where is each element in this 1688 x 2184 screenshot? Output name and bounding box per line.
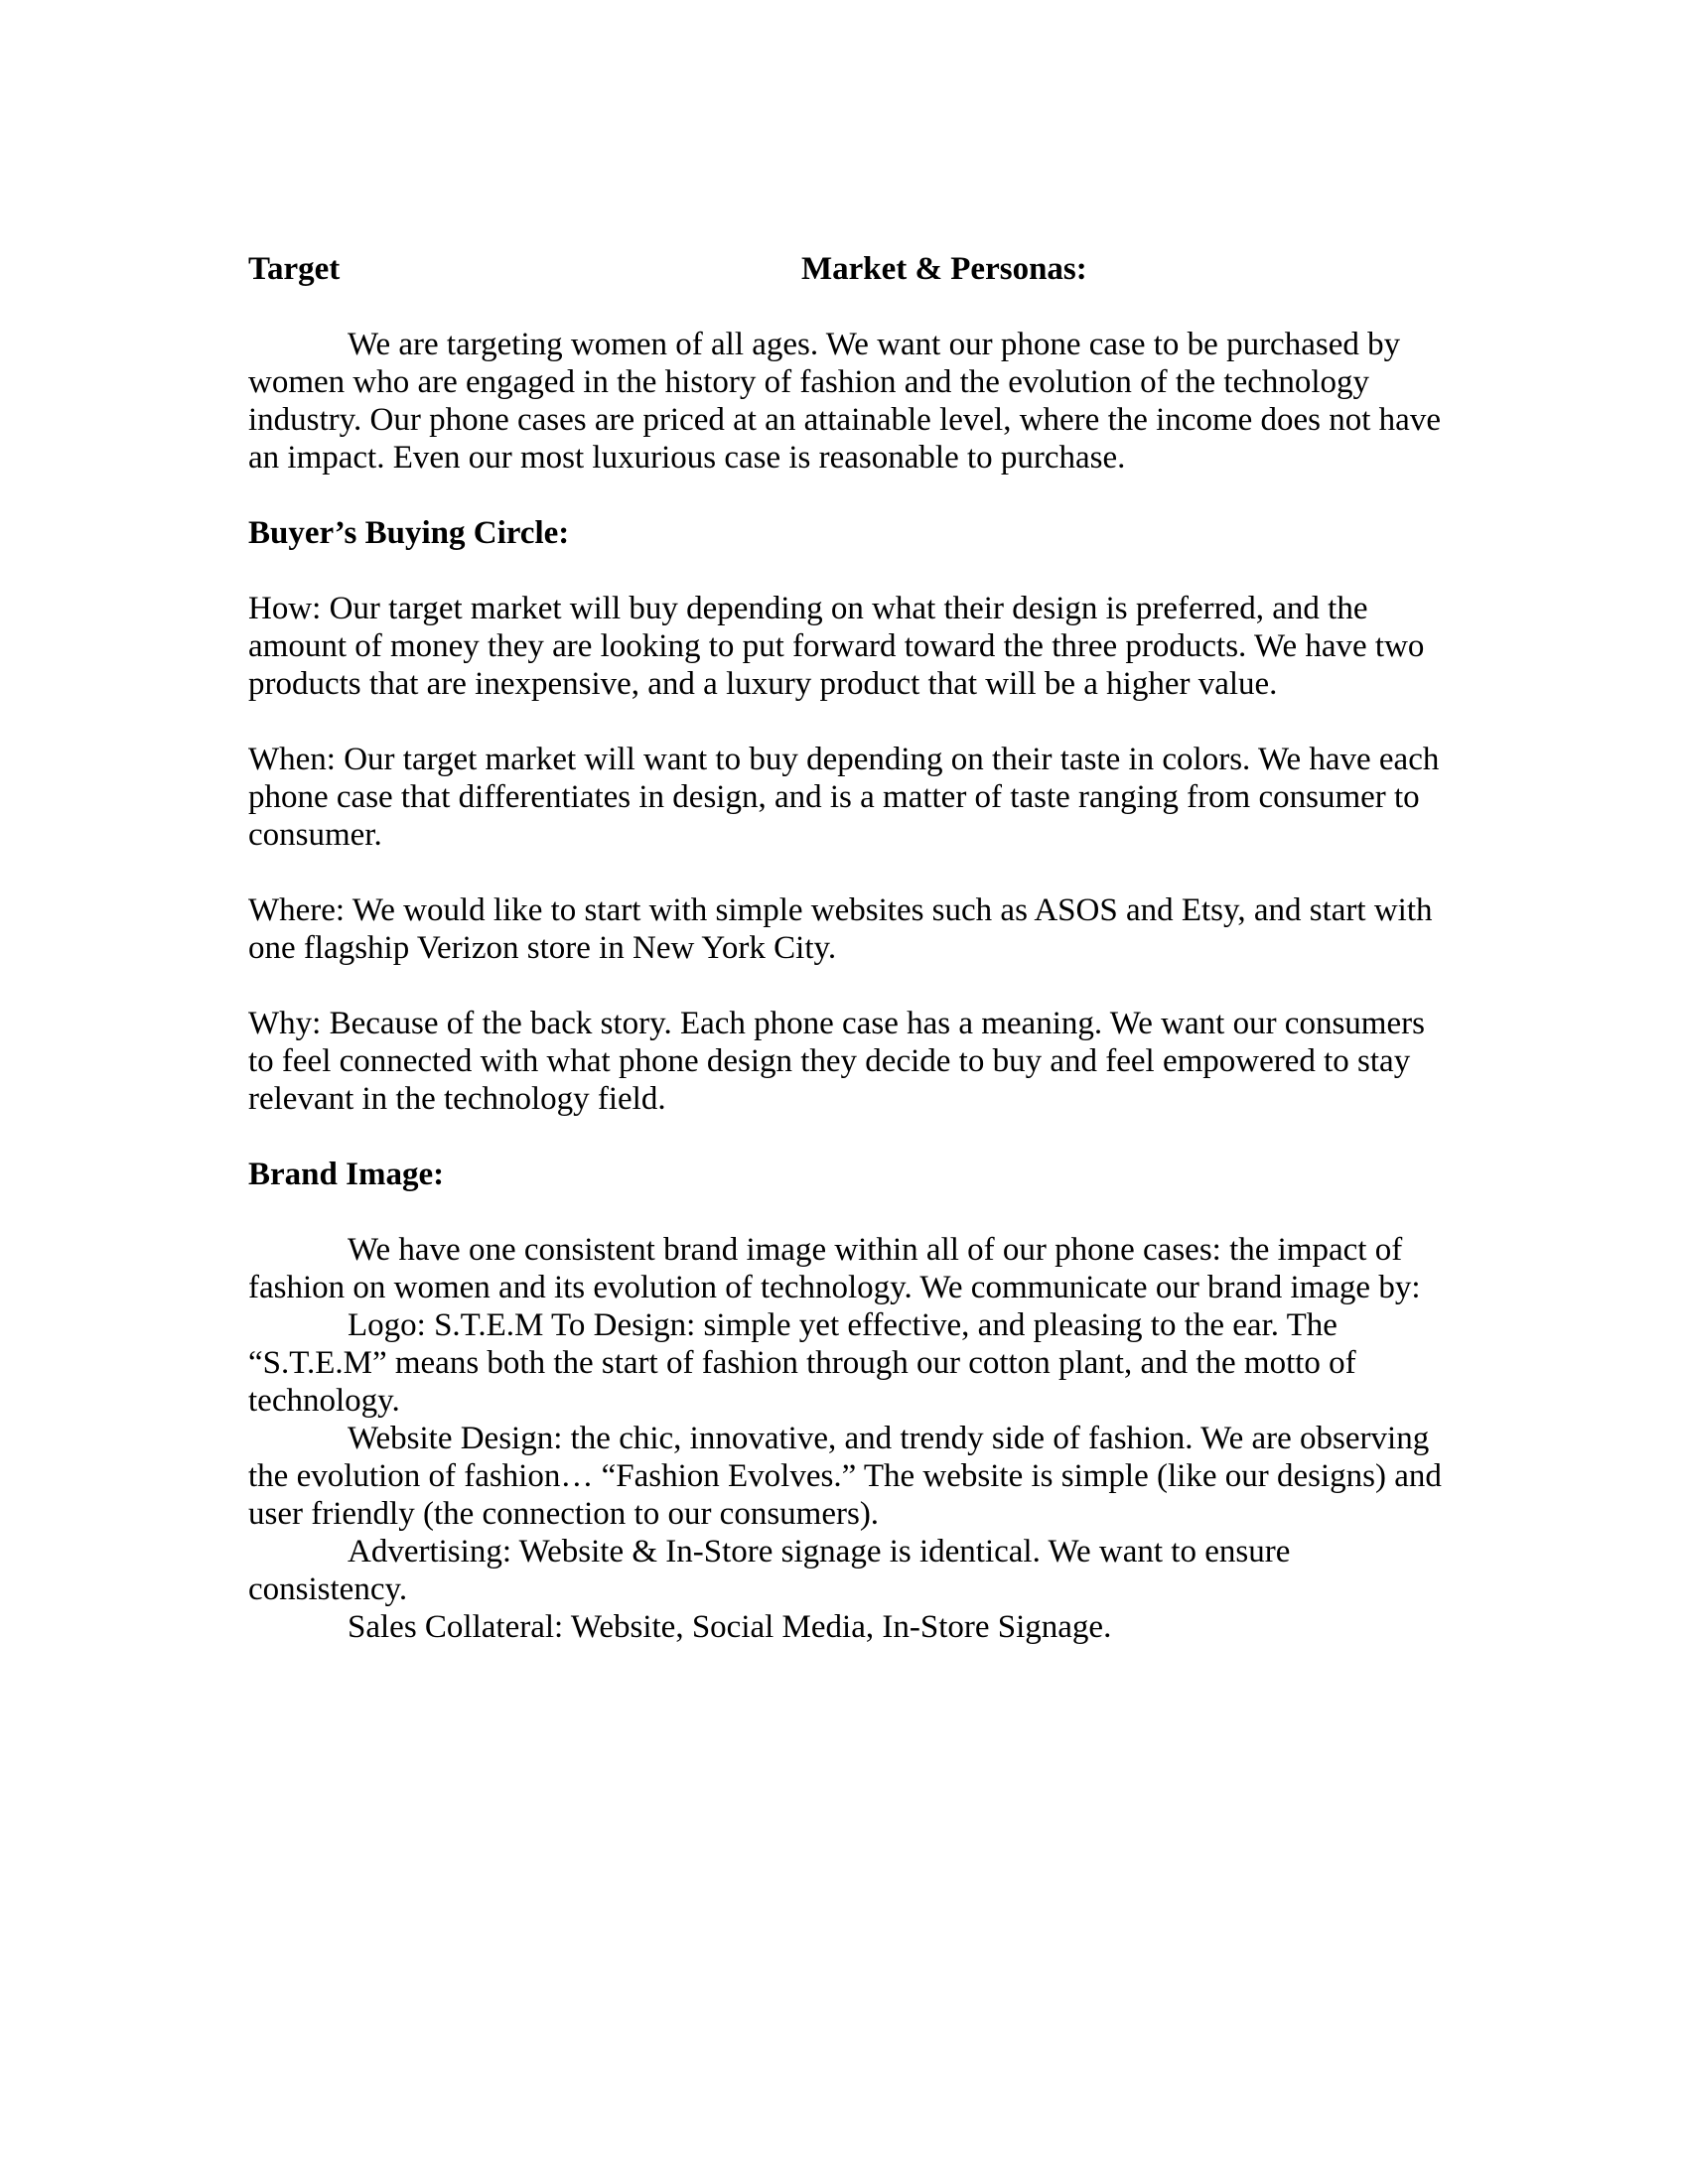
heading-buyers-buying-circle: Buyer’s Buying Circle: — [248, 515, 570, 551]
paragraph-website-design: Website Design: the chic, innovative, and trendy side of fashion. We are observing the evolution of fashion… “Fashion Evolves.” The website is simple (like our designs) and user friendly (the connection to our consumers). — [248, 1421, 1442, 1532]
paragraph-sales-collateral: Sales Collateral: Website, Social Media, In-Store Signage. — [348, 1609, 1112, 1645]
document-content — [248, 250, 1455, 1646]
paragraph-logo: Logo: S.T.E.M To Design: simple yet effective, and pleasing to the ear. The “S.T.E.M” means both the start of fashion through our cotton plant, and the motto of technology. — [248, 1307, 1356, 1419]
paragraph-when: When: Our target market will want to buy depending on their taste in colors. We have each phone case that differentiates in design, and is a matter of taste ranging from consumer to consumer. — [248, 742, 1440, 853]
title-market-personas: Market & Personas: — [801, 251, 1087, 287]
document-title-row — [248, 250, 1455, 288]
paragraph-brand-image-intro: We have one consistent brand image within all of our phone cases: the impact of fashion on women and its evolution of technology. We communicate our brand image by: — [248, 1232, 1421, 1305]
paragraph-advertising: Advertising: Website & In-Store signage is identical. We want to ensure consistency. — [248, 1534, 1291, 1607]
title-target: Target — [248, 251, 341, 287]
paragraph-why: Why: Because of the back story. Each phone case has a meaning. We want our consumers to feel connected with what phone design they decide to buy and feel empowered to stay relevant in the technology field. — [248, 1006, 1425, 1117]
paragraph-target-audience: We are targeting women of all ages. We want our phone case to be purchased by women who are engaged in the history of fashion and the evolution of the technology industry. Our phone cases are priced at an attainable level, where the income does not have an impact. Even our most luxurious case is reasonable to purchase. — [248, 327, 1441, 476]
paragraph-where: Where: We would like to start with simple websites such as ASOS and Etsy, and start with one flagship Verizon store in New York City. — [248, 892, 1433, 966]
heading-brand-image: Brand Image: — [248, 1157, 445, 1192]
paragraph-how: How: Our target market will buy depending on what their design is preferred, and the amount of money they are looking to put forward toward the three products. We have two products that are inexpensive, and a luxury product that will be a higher value. — [248, 591, 1425, 702]
